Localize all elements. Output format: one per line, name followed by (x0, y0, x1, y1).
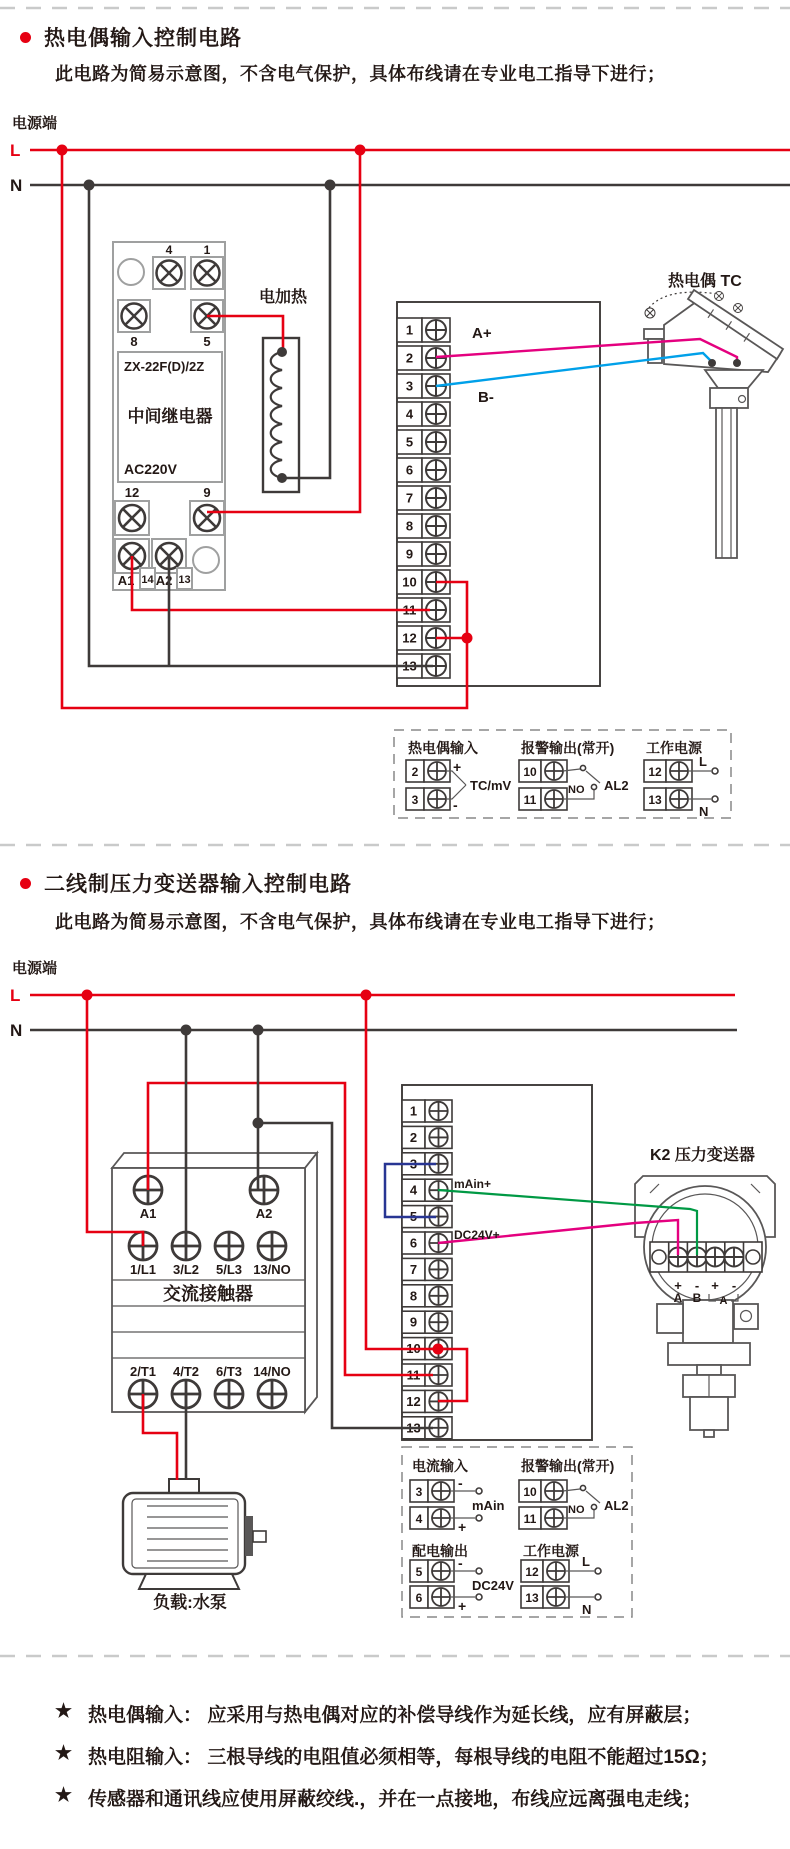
svg-text:3: 3 (405, 378, 414, 394)
relay-name: 中间继电器 (127, 407, 213, 426)
terminal-row-7 (402, 1258, 452, 1280)
svg-text:11: 11 (402, 602, 417, 618)
section2-header (20, 868, 352, 898)
legend-t13: 13 (648, 793, 662, 807)
line-l-label-2: L (10, 986, 21, 1005)
wire-label-dc24v: DC24V+ (454, 1228, 500, 1242)
relay-terminal-4: 4 (165, 243, 173, 257)
svg-text:2: 2 (409, 1129, 418, 1145)
relay-voltage: AC220V (124, 461, 177, 477)
svg-text:9: 9 (409, 1314, 418, 1330)
svg-text:10: 10 (406, 1341, 421, 1357)
tc-label: 热电偶 TC (668, 273, 742, 290)
terminal-row-9 (402, 1311, 452, 1333)
section1-subtitle: 此电路为简易示意图，不含电气保护，具体布线请在专业电工指导下进行； (55, 64, 666, 84)
wire-label-a-plus: A+ (472, 325, 492, 342)
terminal-row-9 (397, 542, 450, 566)
section1-title: 热电偶输入控制电路 (44, 27, 242, 50)
legend2-t3: 3 (415, 1485, 423, 1499)
svg-text:8: 8 (409, 1288, 418, 1304)
line-n-label-1: N (10, 176, 23, 195)
power-terminal-label-1: 电源端 (12, 115, 58, 132)
legend-no-1: NO (568, 784, 585, 796)
legend-l-2: L (582, 1554, 590, 1569)
contactor-6t3: 6/T3 (215, 1364, 243, 1379)
legend-n-1: N (699, 804, 709, 819)
legend-supply-output (410, 1543, 514, 1614)
legend-t11: 11 (523, 793, 537, 807)
section2-title: 二线制压力变送器输入控制电路 (44, 873, 352, 896)
legend-l-1: L (699, 754, 707, 769)
contactor-1l1: 1/L1 (129, 1262, 157, 1277)
contactor-14no: 14/NO (253, 1364, 291, 1379)
svg-text:4: 4 (405, 406, 414, 422)
terminal-row-7 (397, 486, 450, 510)
terminal-row-8 (402, 1285, 452, 1307)
circuit-pressure-transmitter (10, 959, 775, 1617)
svg-text:6: 6 (409, 1235, 418, 1251)
relay-terminal-14: 14 (141, 574, 154, 586)
svg-text:6: 6 (405, 462, 414, 478)
contactor-2t1: 2/T1 (129, 1364, 157, 1379)
legend-power-2 (521, 1543, 601, 1617)
legend-tc-minus: - (453, 797, 458, 813)
power-terminal-label-2: 电源端 (12, 960, 58, 977)
footnotes (55, 1700, 755, 1826)
section2-subtitle: 此电路为简易示意图，不含电气保护，具体布线请在专业电工指导下进行； (55, 912, 666, 932)
bullet-icon (20, 32, 31, 43)
svg-text:2: 2 (405, 350, 414, 366)
thermocouple (644, 271, 783, 558)
legend-tc-input (406, 740, 512, 813)
legend-no-2: NO (568, 1504, 585, 1516)
legend-power-1 (644, 740, 718, 819)
legend-al2-1: AL2 (604, 778, 629, 793)
transmitter-pin-minus1: - (694, 1278, 700, 1293)
legend2-sminus: - (458, 1555, 463, 1571)
legend-power-title-2: 工作电源 (523, 1543, 579, 1559)
circuit-thermocouple (10, 114, 790, 819)
relay-terminal-1: 1 (203, 243, 211, 257)
pressure-transmitter (635, 1145, 775, 1437)
legend-alarm-2 (519, 1458, 629, 1529)
svg-text:1: 1 (405, 322, 414, 338)
legend-t2: 2 (411, 765, 419, 779)
legend-current-title: 电流输入 (412, 1458, 468, 1474)
svg-text:13: 13 (402, 658, 417, 674)
terminal-row-2 (402, 1126, 452, 1148)
svg-text:10: 10 (402, 574, 417, 590)
terminal-row-8 (397, 514, 450, 538)
legend-tc-plus: + (453, 759, 462, 775)
transmitter-bracket-a: A (719, 1295, 728, 1307)
transmitter-pin-b: B (692, 1291, 702, 1305)
legend-n-2: N (582, 1602, 592, 1617)
footnote-text: 传感器和通讯线应使用屏蔽绞线.，并在一点接地，布线应远离强电走线； (88, 1789, 702, 1810)
legend-tc-title: 热电偶输入 (408, 740, 478, 756)
terminal-row-2 (397, 346, 450, 370)
terminal-row-1 (402, 1100, 452, 1122)
transmitter-pin-plus1: + (674, 1278, 682, 1293)
relay (113, 242, 225, 590)
svg-text:9: 9 (405, 546, 414, 562)
footnote-text: 热电偶输入： 应采用与热电偶对应的补偿导线作为延长线，应有屏蔽层； (88, 1705, 702, 1726)
contactor-13no: 13/NO (253, 1262, 291, 1277)
pump-motor (123, 1479, 266, 1612)
legend-t3: 3 (411, 793, 419, 807)
bullet-icon (20, 878, 31, 889)
terminal-row-6 (397, 458, 450, 482)
relay-terminal-13: 13 (178, 574, 191, 586)
legend-power-title-1: 工作电源 (646, 740, 702, 756)
legend2-t5: 5 (415, 1565, 423, 1579)
footnote-2 (55, 1742, 755, 1784)
terminal-row-5 (397, 430, 450, 454)
footnote-text: 热电阻输入： 三根导线的电阻值必须相等，每根导线的电阻不能超过15Ω； (88, 1747, 719, 1768)
legend-alarm-title: 报警输出(常开) (521, 740, 615, 756)
svg-text:13: 13 (406, 1420, 421, 1436)
legend2-plus: + (458, 1519, 467, 1535)
transmitter-pin-a: A (673, 1291, 683, 1305)
legend2-t6: 6 (415, 1591, 423, 1605)
legend-1 (394, 730, 731, 819)
legend2-t11: 11 (523, 1512, 537, 1526)
footnote-3 (55, 1784, 755, 1826)
relay-terminal-5: 5 (203, 334, 211, 349)
transmitter-label: K2 压力变送器 (650, 1147, 755, 1164)
contactor-4t2: 4/T2 (172, 1364, 200, 1379)
relay-terminal-9: 9 (203, 485, 211, 500)
legend-alarm-title-2: 报警输出(常开) (521, 1458, 615, 1474)
svg-text:4: 4 (409, 1182, 418, 1198)
svg-text:5: 5 (409, 1209, 418, 1225)
svg-text:7: 7 (409, 1261, 418, 1277)
svg-text:12: 12 (402, 630, 417, 646)
legend-tc-mv: TC/mV (470, 778, 512, 793)
legend-t10: 10 (523, 765, 537, 779)
legend-t12: 12 (648, 765, 662, 779)
svg-text:3: 3 (409, 1156, 418, 1172)
contactor-3l2: 3/L2 (172, 1262, 200, 1277)
terminal-row-1 (397, 318, 450, 342)
svg-text:7: 7 (405, 490, 414, 506)
section1-header (20, 22, 242, 52)
svg-text:5: 5 (405, 434, 414, 450)
legend-current-input (410, 1458, 505, 1535)
legend-alarm-1 (519, 740, 629, 810)
relay-model: ZX-22F(D)/2Z (124, 359, 205, 374)
svg-text:8: 8 (405, 518, 414, 534)
wire-label-b-minus: B- (478, 389, 494, 406)
heater-label: 电加热 (258, 289, 308, 306)
line-n-label-2: N (10, 1021, 23, 1040)
footnote-1 (55, 1700, 755, 1742)
transmitter-pin-minus2: - (731, 1278, 737, 1293)
legend2-minus: - (458, 1475, 463, 1491)
legend2-splus: + (458, 1598, 467, 1614)
relay-terminal-a2: A2 (155, 573, 173, 588)
relay-terminal-a1: A1 (117, 573, 135, 588)
line-l-label-1: L (10, 141, 21, 160)
legend-al2-2: AL2 (604, 1498, 629, 1513)
transmitter-pin-plus2: + (711, 1278, 719, 1293)
contactor-a1: A1 (139, 1206, 157, 1221)
contactor (112, 1153, 317, 1412)
contactor-a2: A2 (255, 1206, 273, 1221)
legend2-t10: 10 (523, 1485, 537, 1499)
svg-text:1: 1 (409, 1103, 418, 1119)
svg-text:11: 11 (406, 1367, 421, 1383)
legend2-main: mAin (472, 1498, 505, 1513)
legend2-t13: 13 (525, 1591, 539, 1605)
legend2-dc24v: DC24V (472, 1578, 514, 1593)
legend2-t4: 4 (415, 1512, 423, 1526)
terminal-row-4 (397, 402, 450, 426)
legend2-t12: 12 (525, 1565, 539, 1579)
contactor-5l3: 5/L3 (215, 1262, 243, 1277)
relay-terminal-12: 12 (124, 485, 140, 500)
contactor-name: 交流接触器 (163, 1284, 253, 1304)
wire-label-main: mAin+ (454, 1177, 492, 1191)
relay-terminal-8: 8 (130, 334, 138, 349)
star-icon: ★ (55, 1743, 73, 1764)
svg-text:12: 12 (406, 1393, 421, 1409)
star-icon: ★ (55, 1785, 73, 1806)
legend-supply-title: 配电输出 (412, 1543, 468, 1559)
star-icon: ★ (55, 1701, 73, 1722)
legend-2 (402, 1447, 632, 1617)
load-label: 负载:水泵 (153, 1593, 227, 1612)
